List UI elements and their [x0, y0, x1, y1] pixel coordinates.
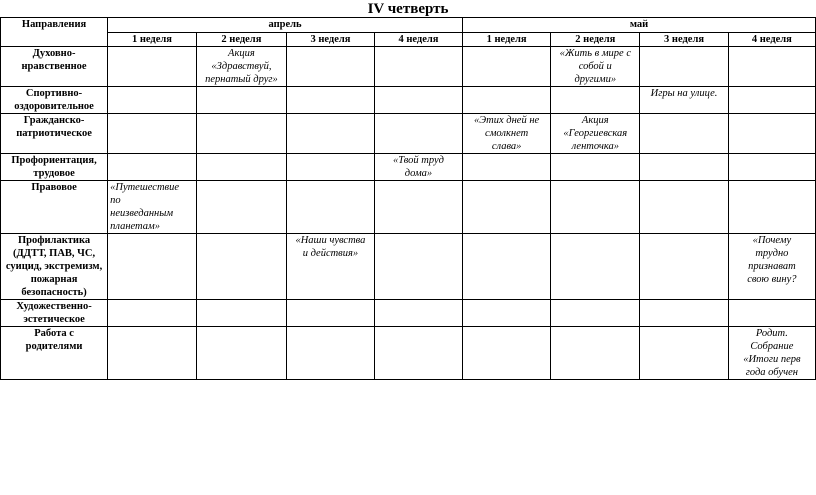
event-cell: [374, 154, 462, 181]
page-title: IV четверть: [367, 1, 449, 17]
event-cell: [728, 154, 815, 181]
event-cell: [463, 87, 551, 114]
event-cell: [640, 114, 728, 154]
event-cell: [551, 234, 640, 300]
table-row: [1, 114, 816, 154]
direction-line: родителями: [25, 341, 83, 352]
direction-cell: [1, 234, 108, 300]
direction-line: Профилактика: [17, 235, 91, 246]
event-cell: [196, 154, 286, 181]
event-cell: [286, 234, 374, 300]
event-cell: [286, 181, 374, 234]
event-cell: [640, 181, 728, 234]
event-cell: [728, 181, 815, 234]
table-row: [1, 154, 816, 181]
direction-cell: [1, 114, 108, 154]
event-cell: [108, 114, 197, 154]
event-cell: [728, 47, 815, 87]
event-cell: [286, 327, 374, 380]
event-cell: [374, 87, 462, 114]
event-cell: [640, 234, 728, 300]
event-cell: [640, 327, 728, 380]
event-cell: [374, 234, 462, 300]
week-header-row: [1, 33, 816, 47]
week-header: 2 неделя: [196, 33, 286, 47]
event-cell: [196, 300, 286, 327]
event-text: «Почему трудно признават свою вину?: [747, 235, 797, 285]
direction-line: (ДДТТ, ПАВ, ЧС,: [13, 248, 96, 259]
direction-line: Спортивно-: [25, 88, 83, 99]
event-cell: [196, 181, 286, 234]
event-cell: [196, 327, 286, 380]
event-cell: [108, 47, 197, 87]
direction-cell: [1, 300, 108, 327]
direction-cell: [1, 181, 108, 234]
event-text: Игры на улице.: [650, 88, 718, 99]
direction-line: Гражданско-: [23, 115, 85, 126]
event-cell: [108, 154, 197, 181]
event-cell: [551, 327, 640, 380]
event-cell: [640, 87, 728, 114]
event-cell: [286, 154, 374, 181]
event-cell: [728, 234, 815, 300]
event-cell: [463, 181, 551, 234]
week-header: 4 неделя: [374, 33, 462, 47]
table-row: [1, 181, 816, 234]
event-cell: [286, 87, 374, 114]
event-cell: [196, 114, 286, 154]
direction-cell: [1, 87, 108, 114]
event-text: Родит. Собрание «Итоги перв года обучен: [743, 328, 801, 378]
event-text: Акция «Здравствуй, пернатый друг»: [205, 48, 278, 85]
direction-line: суицид, экстремизм,: [5, 261, 103, 272]
event-cell: [108, 234, 197, 300]
event-cell: [463, 234, 551, 300]
event-cell: [640, 300, 728, 327]
direction-line: Художественно-: [16, 301, 92, 312]
event-cell: [108, 87, 197, 114]
event-text: «Этих дней не смолкнет слава»: [474, 115, 540, 152]
event-cell: [108, 300, 197, 327]
direction-line: Духовно-: [32, 48, 76, 59]
direction-line: Профориентация,: [11, 155, 97, 166]
direction-cell: [1, 154, 108, 181]
event-cell: [728, 327, 815, 380]
direction-cell: [1, 327, 108, 380]
event-text: «Путешествие по неизведанным планетам»: [110, 182, 180, 232]
table-row: [1, 327, 816, 380]
event-cell: [196, 87, 286, 114]
direction-line: пожарная: [30, 274, 78, 285]
event-cell: [728, 300, 815, 327]
event-cell: [463, 300, 551, 327]
week-header: 1 неделя: [463, 33, 551, 47]
event-cell: [551, 154, 640, 181]
directions-header: Направления: [1, 18, 108, 47]
event-cell: [728, 87, 815, 114]
event-cell: [551, 47, 640, 87]
event-text: «Твой труд дома»: [393, 155, 444, 179]
event-cell: [551, 114, 640, 154]
month-april: апрель: [108, 18, 463, 33]
event-cell: [196, 234, 286, 300]
event-cell: [728, 114, 815, 154]
event-cell: [286, 300, 374, 327]
week-header: 2 неделя: [551, 33, 640, 47]
direction-line: оздоровительное: [14, 101, 94, 112]
event-cell: [286, 47, 374, 87]
direction-line: трудовое: [33, 168, 75, 179]
event-cell: [640, 47, 728, 87]
event-cell: [551, 181, 640, 234]
event-cell: [463, 114, 551, 154]
event-cell: [374, 327, 462, 380]
event-cell: [196, 47, 286, 87]
event-cell: [374, 181, 462, 234]
event-cell: [463, 154, 551, 181]
event-cell: [463, 47, 551, 87]
event-cell: [286, 114, 374, 154]
table-row: [1, 87, 816, 114]
direction-line: Работа с: [34, 328, 74, 339]
event-cell: [551, 300, 640, 327]
direction-line: патриотическое: [16, 128, 92, 139]
event-cell: [463, 327, 551, 380]
week-header: 3 неделя: [286, 33, 374, 47]
event-cell: [374, 47, 462, 87]
table-row: [1, 47, 816, 87]
direction-line: Правовое: [31, 182, 77, 193]
plan-table-body: [1, 47, 816, 380]
month-may: май: [463, 18, 816, 33]
direction-line: эстетическое: [23, 314, 85, 325]
plan-table: [0, 17, 816, 380]
event-cell: [374, 114, 462, 154]
event-text: «Жить в мире с собой и другими»: [559, 48, 631, 85]
event-cell: [108, 181, 197, 234]
week-header: 4 неделя: [728, 33, 815, 47]
table-row: [1, 234, 816, 300]
event-text: Акция «Георгиевская ленточка»: [563, 115, 628, 152]
table-row: [1, 300, 816, 327]
event-cell: [108, 327, 197, 380]
direction-line: нравственное: [21, 61, 87, 72]
event-text: «Наши чувства и действия»: [295, 235, 366, 259]
event-cell: [551, 87, 640, 114]
week-header: 1 неделя: [108, 33, 197, 47]
week-header: 3 неделя: [640, 33, 728, 47]
event-cell: [374, 300, 462, 327]
month-header-row: [1, 18, 816, 33]
direction-line: безопасность): [21, 287, 87, 298]
direction-cell: [1, 47, 108, 87]
event-cell: [640, 154, 728, 181]
